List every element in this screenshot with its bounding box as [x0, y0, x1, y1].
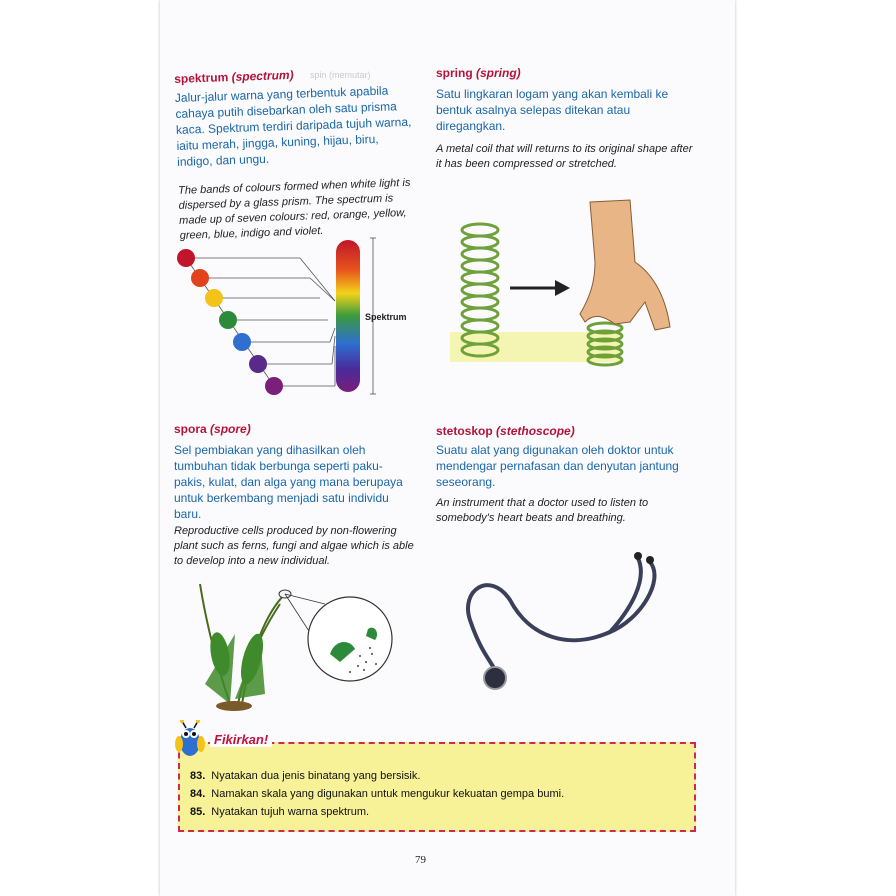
stetoskop-en-text: An instrument that a doctor used to listen to somebody's heart beats and breathing. — [436, 497, 649, 524]
fikirkan-box — [178, 742, 696, 832]
spring-en-text: A metal coil that will returns to its original shape after it has been compressed or stretched. — [436, 143, 693, 170]
spektrum-ms-text: Jalur-jalur warna yang terbentuk apabila cahaya putih disebarkan oleh satu prisma kaca. Spektrum terdiri daripada tujuh warna, iaitu merah, jingga, kuning, hijau, biru, indigo, dan ungu. — [174, 83, 412, 169]
indigo-dot — [249, 355, 267, 373]
bug-mascot-icon — [174, 720, 206, 760]
blue-dot — [233, 333, 251, 351]
question-83: 83. Nyatakan dua jenis binatang yang bersisik. — [190, 770, 421, 782]
spring-illustration — [450, 192, 690, 372]
book-page — [160, 0, 735, 896]
question-84: 84. Namakan skala yang digunakan untuk mengukur kekuatan gempa bumi. — [190, 788, 565, 800]
stetoskop-heading: stetoskop (stethoscope) — [436, 424, 575, 438]
color-dots — [177, 249, 283, 395]
spora-en-text: Reproductive cells produced by non-flowering plant such as ferns, fungi and algae which is able to develop into a new individual. — [174, 525, 414, 567]
spring-heading: spring (spring) — [436, 66, 521, 80]
red-dot — [177, 249, 195, 267]
background-left — [0, 0, 160, 896]
fikirkan-title: Fikirkan! — [210, 732, 272, 747]
stetoskop-ms-text: Suatu alat yang digunakan oleh doktor untuk mendengar pernafasan dan denyutan jantung seseorang. — [436, 443, 679, 489]
page-number: 79 — [415, 854, 426, 866]
spektrum-heading: spektrum (spectrum) — [174, 67, 294, 86]
spektrum-label: Spektrum — [365, 312, 407, 322]
spora-ms-text: Sel pembiakan yang dihasilkan oleh tumbuhan tidak berbunga seperti paku-pakis, kulat, dan alga yang mana berupaya untuk berkembang menjadi satu individu baru. — [174, 443, 403, 521]
spectrum-bar — [336, 240, 360, 392]
spore-magnified-circle — [308, 597, 392, 681]
spektrum-en-text: The bands of colours formed when white light is dispersed by a glass prism. The spectrum is made up of seven colours: red, orange, yellow, green, blue, indigo and violet. — [177, 176, 411, 242]
green-dot — [219, 311, 237, 329]
yellow-dot — [205, 289, 223, 307]
entry-spektrum — [174, 63, 424, 242]
spring-ms-text: Satu lingkaran logam yang akan kembali ke bentuk asalnya selepas ditekan atau diregangkan. — [436, 87, 669, 133]
spora-heading: spora (spore) — [174, 422, 251, 436]
moss-illustration — [190, 574, 415, 714]
question-85: 85. Nyatakan tujuh warna spektrum. — [190, 806, 370, 818]
violet-dot — [265, 377, 283, 395]
orange-dot — [191, 269, 209, 287]
ghost-text: spin (memutar) — [310, 70, 371, 80]
stethoscope-illustration — [450, 540, 680, 700]
